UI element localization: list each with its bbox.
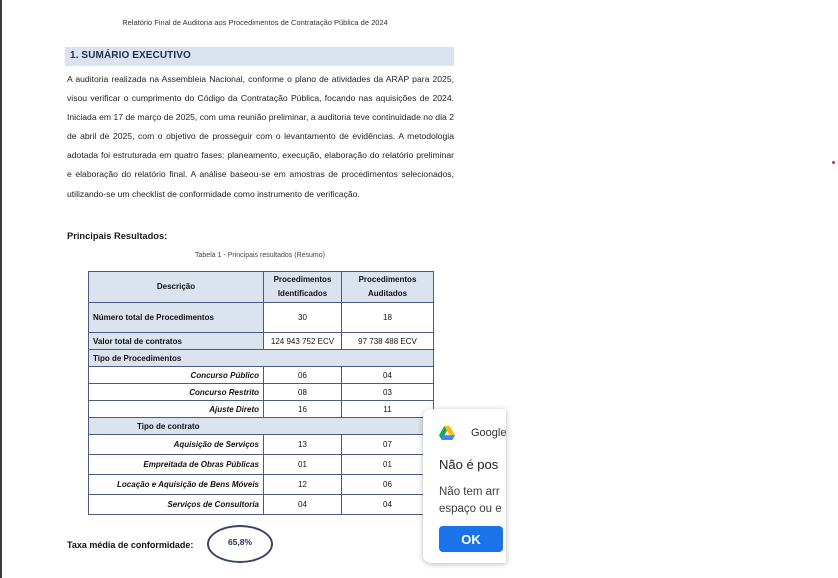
- section-title: 1. SUMÁRIO EXECUTIVO: [70, 50, 191, 61]
- row-ajuste-direto-label: Ajuste Direto: [89, 401, 264, 418]
- header-identified: Procedimentos Identificados: [264, 272, 342, 303]
- row-consultoria-label: Serviços de Consultoria: [89, 495, 264, 515]
- dialog-app-name: Google: [471, 427, 506, 439]
- row-concurso-restrito-identified: 08: [264, 384, 342, 401]
- row-locacao-audited: 06: [342, 475, 434, 495]
- row-empreitada-audited: 01: [342, 455, 434, 475]
- row-concurso-restrito-label: Concurso Restrito: [89, 384, 264, 401]
- row-ajuste-direto-identified: 16: [264, 401, 342, 418]
- procedure-type-group-label: Tipo de Procedimentos: [89, 350, 434, 367]
- ok-button[interactable]: OK: [439, 526, 503, 552]
- row-concurso-restrito-audited: 03: [342, 384, 434, 401]
- google-drive-dialog: [423, 409, 506, 563]
- row-total-value-label: Valor total de contratos: [89, 333, 264, 350]
- row-aquisicao-servicos-audited: 07: [342, 435, 434, 455]
- row-aquisicao-servicos-label: Aquisição de Serviços: [89, 435, 264, 455]
- row-concurso-publico-identified: 06: [264, 367, 342, 384]
- contract-type-group-label: Tipo de contrato: [89, 418, 434, 435]
- header-description: Descrição: [89, 272, 264, 303]
- table-caption: Tabela 1 - Principais resultados (Resumo): [195, 252, 325, 259]
- executive-summary-paragraph: A auditoria realizada na Assembleia Nacional, conforme o plano de atividades da ARAP para 2025, visou verificar o cumprimento do Código da Contratação Pública, focando nas aquisições de 2024. Iniciada em 17 de março de 2025, com uma reunião preliminar, a auditoria teve continuidade no dia 2 de abril de 2025, com o objetivo de prosseguir com o levantamento de evidências. A metodologia adotada foi estruturada em quatro fases: planeamento, execução, elaboração do relatório preliminar e elaboração do relatório final. A análise baseou-se em amostras de procedimentos selecionados, utilizando-se um checklist de conformidade como instrumento de verificação.: [67, 74, 454, 199]
- results-table: [88, 271, 434, 515]
- row-total-procedures-audited: 18: [342, 303, 434, 333]
- google-drive-icon: [439, 426, 455, 440]
- row-total-value-identified: 124 943 752 ECV: [264, 333, 342, 350]
- dialog-message: [439, 484, 502, 518]
- row-locacao-identified: 12: [264, 475, 342, 495]
- row-total-procedures-identified: 30: [264, 303, 342, 333]
- row-locacao-label: Locação e Aquisição de Bens Móveis: [89, 475, 264, 495]
- row-total-value-audited: 97 738 488 ECV: [342, 333, 434, 350]
- results-heading: Principais Resultados:: [67, 231, 168, 241]
- dialog-title: Não é pos: [439, 457, 499, 472]
- dialog-message-line-2: espaço ou e: [439, 503, 502, 515]
- row-total-procedures-label: Número total de Procedimentos: [89, 303, 264, 333]
- dialog-message-line-1: Não tem arr: [439, 486, 500, 498]
- stray-red-dot: [832, 161, 835, 164]
- row-empreitada-label: Empreitada de Obras Públicas: [89, 455, 264, 475]
- row-consultoria-identified: 04: [264, 495, 342, 515]
- row-consultoria-audited: 04: [342, 495, 434, 515]
- section-heading-bar: [65, 47, 454, 66]
- conformity-rate-label: Taxa média de conformidade:: [67, 540, 194, 550]
- row-ajuste-direto-audited: 11: [342, 401, 434, 418]
- row-concurso-publico-label: Concurso Público: [89, 367, 264, 384]
- row-empreitada-identified: 01: [264, 455, 342, 475]
- conformity-rate-value: 65,8%: [227, 537, 253, 547]
- header-audited: Procedimentos Auditados: [342, 272, 434, 303]
- document-header-title: Relatório Final de Auditoria aos Procedimentos de Contratação Pública de 2024: [122, 18, 388, 27]
- row-aquisicao-servicos-identified: 13: [264, 435, 342, 455]
- row-concurso-publico-audited: 04: [342, 367, 434, 384]
